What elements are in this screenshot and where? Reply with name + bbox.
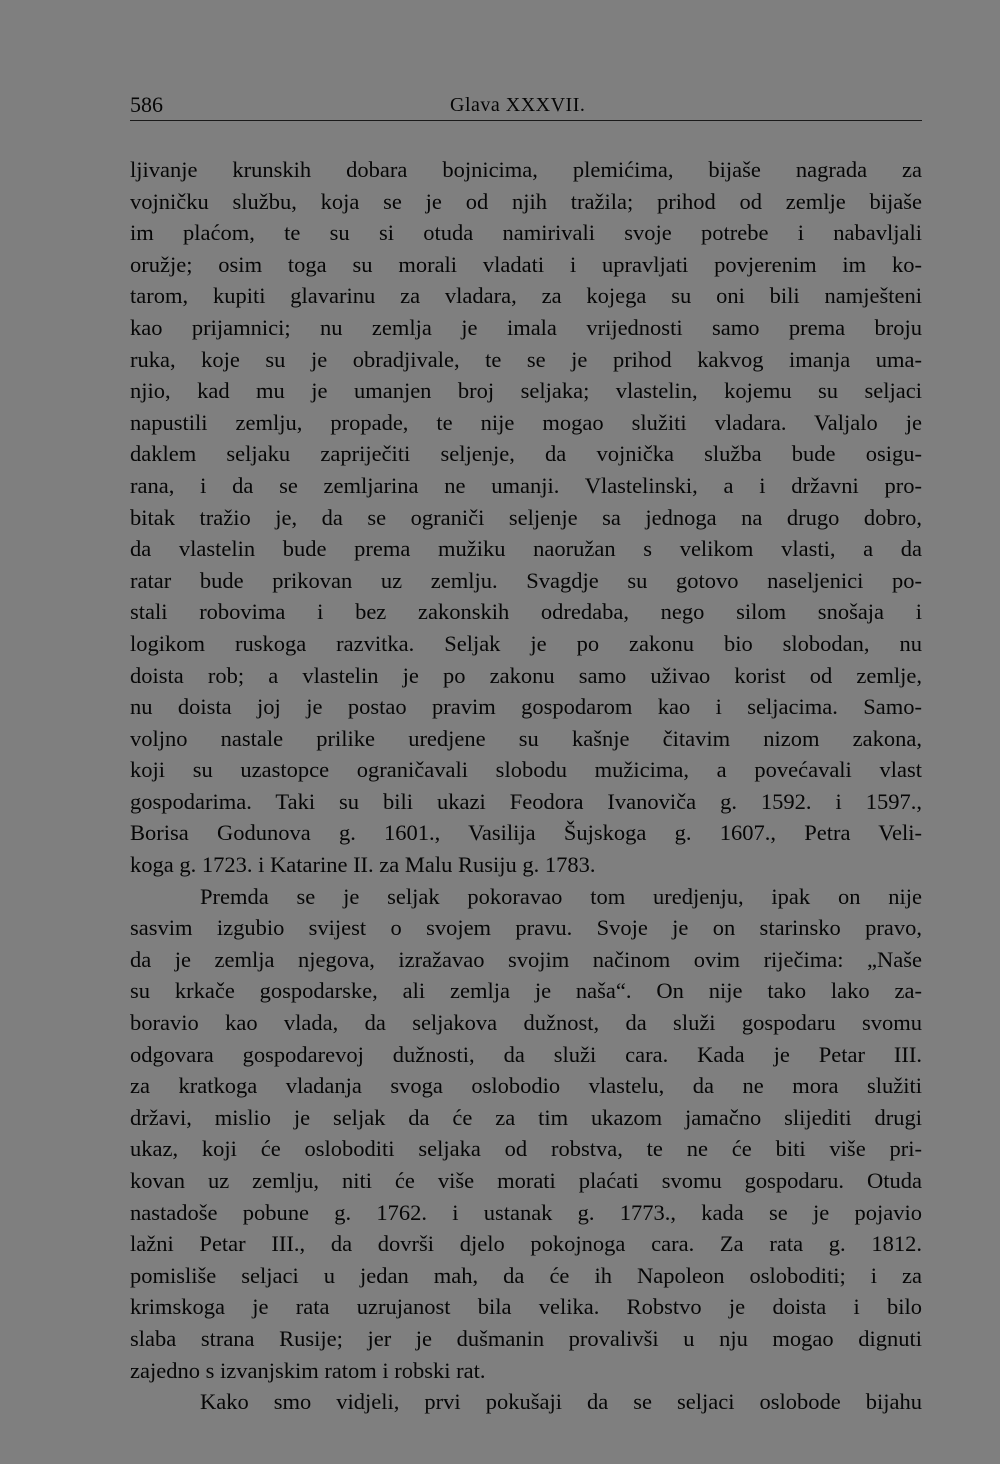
text-line: voljno nastale prilike uredjene su kašnje čitavim nizom zakona, xyxy=(130,725,922,751)
text-line: im plaćom, te su si otuda namirivali svoje potrebe i nabavljali xyxy=(130,220,922,246)
text-line: gospodarima. Taki su bili ukazi Feodora Ivanoviča g. 1592. i 1597., xyxy=(130,788,922,814)
text-line: bitak tražio je, da se ograniči seljenje sa jednoga na drugo dobro, xyxy=(130,504,922,530)
text-line: oružje; osim toga su morali vladati i upravljati povjerenim im ko- xyxy=(130,251,922,277)
text-line: ratar bude prikovan uz zemlju. Svagdje su gotovo naseljenici po- xyxy=(130,567,922,593)
text-line: stali robovima i bez zakonskih odredaba, nego silom snošaja i xyxy=(130,599,922,625)
text-line: rana, i da se zemljarina ne umanji. Vlastelinski, a i državni pro- xyxy=(130,472,922,498)
text-line: kovan uz zemlju, niti će više morati plaćati svomu gospodaru. Otuda xyxy=(130,1168,922,1193)
text-line: doista rob; a vlastelin je po zakonu samo uživao korist od zemlje, xyxy=(130,662,922,688)
text-line: krimskoga je rata uzrujanost bila velika. Robstvo je doista i bilo xyxy=(130,1294,922,1320)
text-line: za kratkoga vladanja svoga oslobodio vlastelu, da ne mora služiti xyxy=(130,1073,922,1099)
text-line: državi, mislio je seljak da će za tim ukazom jamačno slijediti drugi xyxy=(130,1104,922,1130)
text-line: ljivanje krunskih dobara bojnicima, plemićima, bijaše nagrada za xyxy=(130,157,922,182)
text-line: boravio kao vlada, da seljakova dužnost, da služi gospodaru svomu xyxy=(130,1010,922,1036)
text-line: nastadoše pobune g. 1762. i ustanak g. 1773., kada se je pojavio xyxy=(130,1199,922,1225)
text-line: daklem seljaku zapriječiti seljenje, da vojnička služba bude osigu- xyxy=(130,441,922,467)
page-number: 586 xyxy=(130,92,163,117)
text-line: ruka, koje su je obradjivale, te se je prihod kakvog imanja uma- xyxy=(130,346,922,372)
text-line: tarom, kupiti glavarinu za vladara, za kojega su oni bili namješteni xyxy=(130,283,922,309)
text-line: koji su uzastopce ograničavali slobodu mužicima, a povećavali vlast xyxy=(130,757,922,783)
paragraph-start-line: Kako smo vidjeli, prvi pokušaji da se seljaci oslobode bijahu xyxy=(200,1389,922,1415)
text-line: su krkače gospodarske, ali zemlja je naša“. On nije tako lako za- xyxy=(130,978,922,1004)
paragraph-end-line: zajedno s izvanjskim ratom i robski rat. xyxy=(130,1357,486,1383)
body-text xyxy=(130,154,922,1418)
text-line: ukaz, koji će osloboditi seljaka od robstva, te ne će biti više pri- xyxy=(130,1136,922,1162)
paragraph-end-line: koga g. 1723. i Katarine II. za Malu Rusiju g. 1783. xyxy=(130,852,596,878)
text-line: napustili zemlju, propade, te nije mogao služiti vladara. Valjalo je xyxy=(130,409,922,435)
text-line: odgovara gospodarevoj dužnosti, da služi cara. Kada je Petar III. xyxy=(130,1041,922,1067)
text-line: pomisliše seljaci u jedan mah, da će ih Napoleon osloboditi; i za xyxy=(130,1262,922,1288)
text-line: lažni Petar III., da dovrši djelo pokojnoga cara. Za rata g. 1812. xyxy=(130,1231,922,1257)
text-line: da vlastelin bude prema mužiku naoružan s velikom vlasti, a da xyxy=(130,536,922,562)
text-line: Borisa Godunova g. 1601., Vasilija Šujskoga g. 1607., Petra Veli- xyxy=(130,820,922,846)
text-line: vojničku službu, koja se je od njih tražila; prihod od zemlje bijaše xyxy=(130,188,922,214)
running-header xyxy=(130,92,922,121)
paragraph-start-line: Premda se je seljak pokoravao tom uredjenju, ipak on nije xyxy=(200,883,922,909)
text-line: njio, kad mu je umanjen broj seljaka; vlastelin, kojemu su seljaci xyxy=(130,378,922,404)
chapter-title: Glava XXXVII. xyxy=(450,94,586,116)
text-line: nu doista joj je postao pravim gospodarom kao i seljacima. Samo- xyxy=(130,694,922,720)
text-line: da je zemlja njegova, izražavao svojim načinom ovim riječima: „Naše xyxy=(130,946,922,972)
text-line: sasvim izgubio svijest o svojem pravu. Svoje je on starinsko pravo, xyxy=(130,915,922,941)
text-line: slaba strana Rusije; jer je dušmanin provalivši u nju mogao dignuti xyxy=(130,1325,922,1351)
text-line: kao prijamnici; nu zemlja je imala vrijednosti samo prema broju xyxy=(130,314,922,340)
text-line: logikom ruskoga razvitka. Seljak je po zakonu bio slobodan, nu xyxy=(130,630,922,656)
